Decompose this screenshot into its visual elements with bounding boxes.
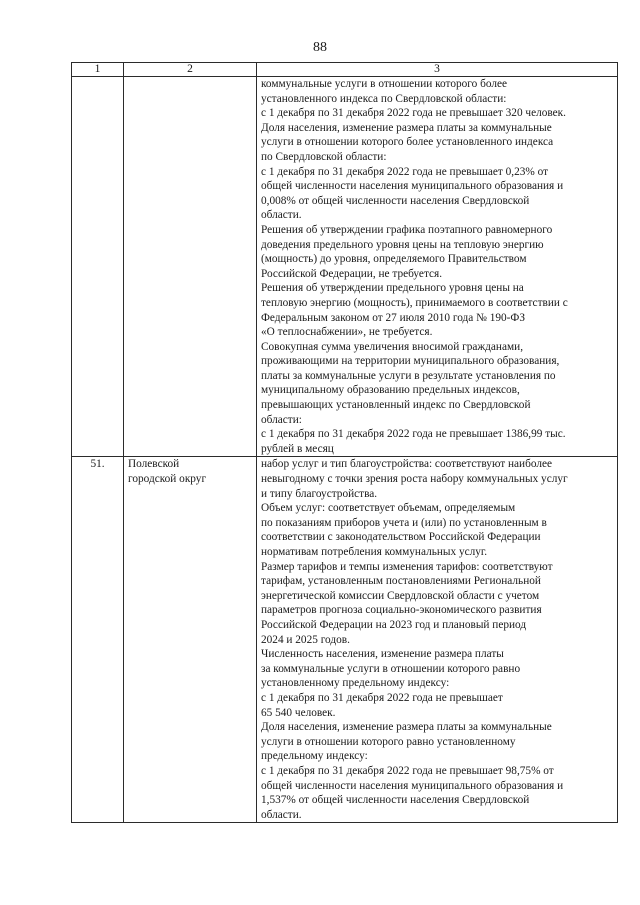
table-header-row (72, 63, 618, 77)
text-line: «О теплоснабжении», не требуется. (261, 326, 433, 339)
text-line: установленного индекса по Свердловской области: (261, 92, 507, 105)
column-header-3: 3 (257, 63, 618, 77)
text-line: энергетической комиссии Свердловской области с учетом (261, 589, 540, 602)
text-line: установленному предельному индексу: (261, 677, 450, 690)
text-line: параметров прогноза социально-экономического развития (261, 604, 542, 617)
text-line: с 1 декабря по 31 декабря 2022 года не превышает (261, 691, 503, 704)
text-line: услуги в отношении которого равно установленному (261, 735, 516, 748)
text-line: области. (261, 209, 302, 222)
text-line: общей численности населения муниципального образования и (261, 779, 564, 792)
row-number (72, 77, 124, 457)
text-line: за коммунальные услуги в отношении которого равно (261, 662, 521, 675)
page-number: 88 (313, 40, 327, 55)
municipality-name (124, 457, 257, 823)
text-line: Федеральным законом от 27 июля 2010 года № 190-ФЗ (261, 311, 526, 324)
column-header-2: 2 (124, 63, 257, 77)
text-line: 1,537% от общей численности населения Свердловской (261, 794, 530, 807)
row-description (257, 77, 618, 457)
text-line: коммунальные услуги в отношении которого более (261, 78, 508, 90)
municipality-name (124, 77, 257, 457)
text-line: Российской Федерации, не требуется. (261, 267, 443, 280)
text-line: тарифам, установленным постановлениями Региональной (261, 575, 541, 588)
text-line: Совокупная сумма увеличения вносимой гражданами, (261, 340, 524, 353)
text-line: Полевской (128, 458, 180, 471)
text-line: с 1 декабря по 31 декабря 2022 года не превышает 1386,99 тыс. (261, 428, 566, 441)
text-line: превышающих установленный индекс по Свердловской (261, 399, 531, 412)
text-line: доведения предельного уровня цены на тепловую энергию (261, 238, 544, 251)
text-line: Российской Федерации на 2023 год и плановый период (261, 618, 527, 631)
text-line: с 1 декабря по 31 декабря 2022 года не превышает 98,75% от (261, 764, 554, 777)
text-line: муниципальному образованию предельных индексов, (261, 384, 520, 397)
text-line: по Свердловской области: (261, 150, 387, 163)
text-line: соответствии с законодательством Российской Федерации (261, 531, 541, 544)
text-line: Доля населения, изменение размера платы за коммунальные (261, 121, 552, 134)
text-line: набор услуг и тип благоустройства: соответствуют наиболее (261, 458, 553, 471)
text-line: (мощность) до уровня, определяемого Правительством (261, 253, 527, 266)
text-line: невыгодному с точки зрения роста набору коммунальных услуг (261, 473, 568, 486)
text-line: 0,008% от общей численности населения Свердловской (261, 194, 530, 207)
tariff-table (71, 62, 618, 823)
text-line: по показаниям приборов учета и (или) по установленным в (261, 516, 547, 529)
text-line: нормативам потребления коммунальных услуг. (261, 546, 488, 558)
text-line: предельному индексу: (261, 750, 368, 763)
text-line: с 1 декабря по 31 декабря 2022 года не превышает 320 человек. (261, 107, 566, 120)
text-line: услуги в отношении которого более установленного индекса (261, 136, 554, 149)
text-line: рублей в месяц (261, 442, 334, 455)
text-line: Размер тарифов и темпы изменения тарифов: соответствуют (261, 560, 553, 573)
text-line: области: (261, 413, 302, 426)
text-line: тепловую энергию (мощность), принимаемого в соответствии с (261, 296, 568, 309)
row-number: 51. (72, 457, 124, 823)
text-line: проживающими на территории муниципального образования, (261, 355, 560, 368)
text-line: Доля населения, изменение размера платы за коммунальные (261, 721, 552, 734)
text-line: с 1 декабря по 31 декабря 2022 года не превышает 0,23% от (261, 165, 549, 178)
table-row (72, 77, 618, 457)
text-line: платы за коммунальные услуги в результате установления по (261, 369, 556, 382)
column-header-1: 1 (72, 63, 124, 77)
table-row (72, 457, 618, 823)
text-line: 65 540 человек. (261, 706, 336, 719)
text-line: общей численности населения муниципального образования и (261, 180, 564, 193)
row-description (257, 457, 618, 823)
text-line: Численность населения, изменение размера платы (261, 648, 504, 661)
text-line: 2024 и 2025 годов. (261, 633, 350, 646)
text-line: Решения об утверждении графика поэтапного равномерного (261, 223, 553, 236)
text-line: области. (261, 808, 302, 821)
text-line: городской округ (128, 473, 207, 486)
text-line: и типу благоустройства. (261, 487, 378, 500)
text-line: Объем услуг: соответствует объемам, определяемым (261, 502, 516, 515)
text-line: Решения об утверждении предельного уровня цены на (261, 282, 524, 295)
